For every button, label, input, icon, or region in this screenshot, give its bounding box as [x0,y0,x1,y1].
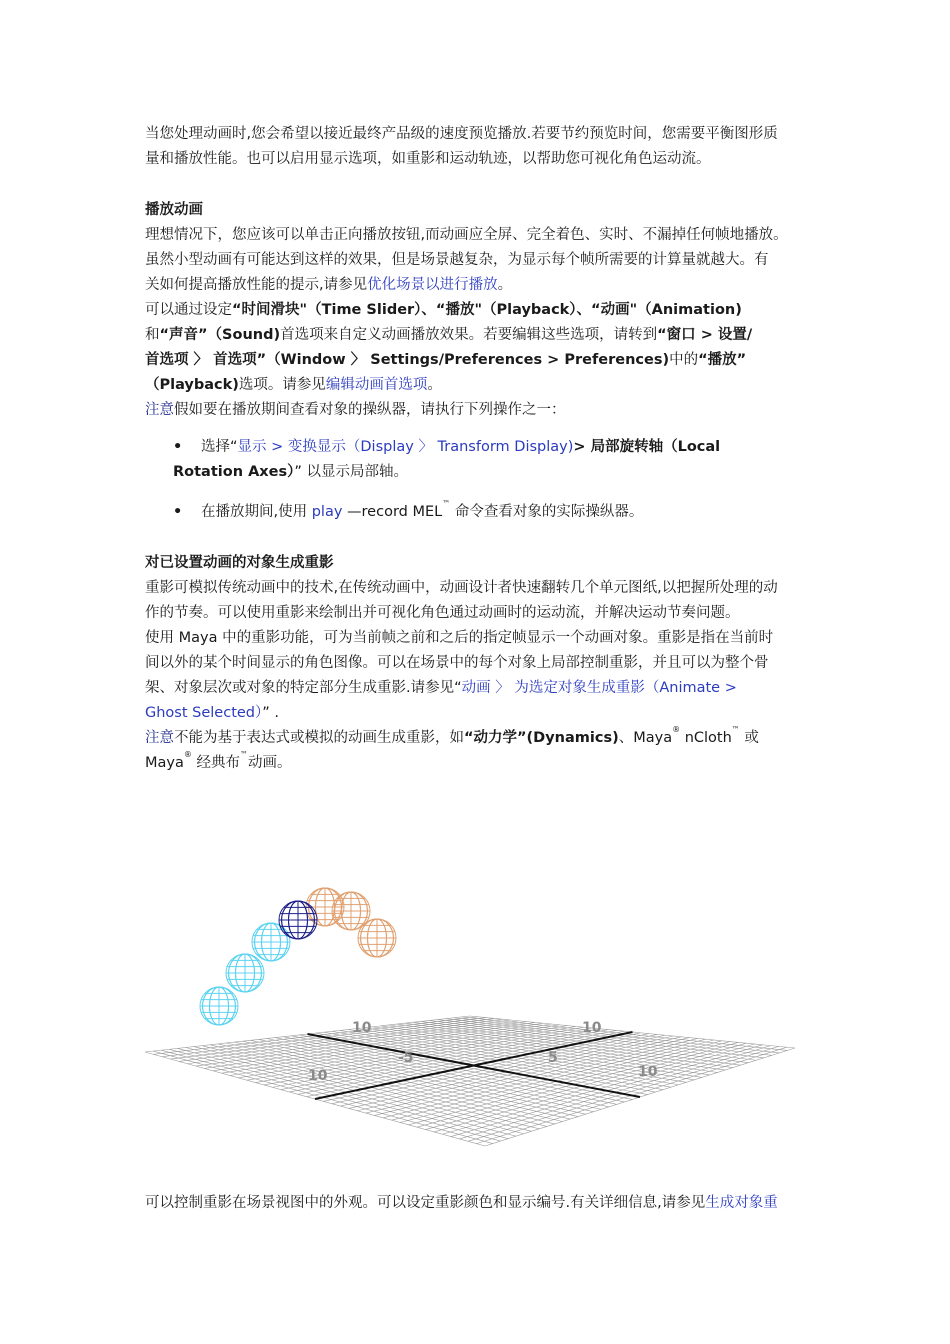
playback-p2-line2: 和“声音”（Sound)首选项来自定义动画播放效果。若要编辑这些选项，请转到“窗口 > 设置/ [145,327,753,343]
ghost-p2-line2: 间以外的某个时间显示的角色图像。可以在场景中的每个对象上局部控制重影，并且可以为整个骨 [145,655,769,671]
playback-p1-line1: 理想情况下，您应该可以单击正向播放按钮,而动画应全屏、完全着色、实时、不漏掉任何帧地播放。 [145,227,788,243]
playback-p2-line3: 首选项 〉 首选项”（Window 〉 Settings/Preferences > Preferences)中的“播放” [145,352,747,368]
ghost-note-line2: Maya® 经典布™动画。 [145,750,292,771]
ghost-note: 注意不能为基于表达式或模拟的动画生成重影，如“动力学”(Dynamics)、Maya® nCloth™ 或 [145,725,759,746]
grid-label: 10 [352,1020,372,1036]
ghost-before-sphere [252,923,290,961]
grid-label: 10 [582,1020,602,1036]
link-ghost-selected[interactable]: Ghost Selected） [145,705,263,721]
intro-line-1: 当您处理动画时,您会希望以接近最终产品级的速度预览播放.若要节约预览时间，您需要平衡图形质 [145,126,778,142]
note-label: 注意 [145,730,174,746]
playback-note: 注意假如要在播放期间查看对象的操纵器，请执行下列操作之一： [145,402,566,418]
link-edit-anim-prefs[interactable]: 编辑动画首选项 [325,377,428,393]
bullet-dot: • [173,504,183,520]
grid-label: 5 [548,1050,558,1066]
ghosting-figure [140,880,800,1160]
ghost-spheres [200,888,396,1025]
link-transform-display[interactable]: 显示 > 变换显示（Display 〉 Transform Display) [237,439,574,455]
tail-line: 可以控制重影在场景视图中的外观。可以设定重影颜色和显示编号.有关详细信息,请参见生成对象重 [145,1195,778,1211]
ghost-p2-line3: 架、对象层次或对象的特定部分生成重影.请参见“动画 〉 为选定对象生成重影（Animate > [145,680,737,696]
intro-line-2: 量和播放性能。也可以启用显示选项，如重影和运动轨迹，以帮助您可视化角色运动流。 [145,151,711,167]
document-body [145,122,817,776]
playback-p1-line2: 虽然小型动画有可能达到这样的效果，但是场景越复杂，为显示每个帧所需要的计算量就越大。有 [145,252,769,268]
grid-label: -5 [398,1050,414,1066]
section-heading-ghosting: 对已设置动画的对象生成重影 [145,555,334,571]
bullet-dot: • [173,439,183,455]
playback-p1-line3: 关如何提高播放性能的提示,请参见优化场景以进行播放。 [145,277,513,293]
bullet-list [145,435,817,525]
grid-label: 10 [638,1064,658,1080]
link-generate-ghost[interactable]: 生成对象重 [705,1195,778,1211]
ghost-p2-line4: Ghost Selected）” . [145,705,279,721]
note-label: 注意 [145,402,174,418]
ghost-p2-line1: 使用 Maya 中的重影功能，可为当前帧之前和之后的指定帧显示一个动画对象。重影是指在当前时 [145,630,774,646]
ghost-scene-svg [140,880,800,1160]
ghost-before-sphere [226,954,264,992]
current-sphere [279,901,317,939]
list-item: • 选择“显示 > 变换显示（Display 〉 Transform Display)> 局部旋转轴（Local Rotation Axes）” 以显示局部轴。 [173,435,817,485]
ghost-p1-line1: 重影可模拟传统动画中的技术,在传统动画中，动画设计者快速翻转几个单元图纸,以把握所处理的动 [145,580,778,596]
playback-p2-line1: 可以通过设定“时间滑块"（Time Slider）、“播放"（Playback）、“动画"（Animation) [145,302,742,318]
playback-p2-line4: （Playback)选项。请参见编辑动画首选项。 [145,377,442,393]
ground-grid [145,1016,795,1146]
ghost-before-sphere [200,987,238,1025]
ghost-p1-line2: 作的节奏。可以使用重影来绘制出并可视化角色通过动画时的运动流，并解决运动节奏问题。 [145,605,740,621]
section-heading-playback: 播放动画 [145,202,203,218]
link-animate-ghost[interactable]: 动画 〉 为选定对象生成重影（Animate > [461,680,737,696]
list-item: • 在播放期间,使用 play —record MEL™ 命令查看对象的实际操纵器。 [173,500,817,525]
link-optimize-scene[interactable]: 优化场景以进行播放 [367,277,498,293]
grid-label: 10 [308,1068,328,1084]
ghost-after-sphere [358,919,396,957]
link-play-command[interactable]: play [311,504,343,520]
